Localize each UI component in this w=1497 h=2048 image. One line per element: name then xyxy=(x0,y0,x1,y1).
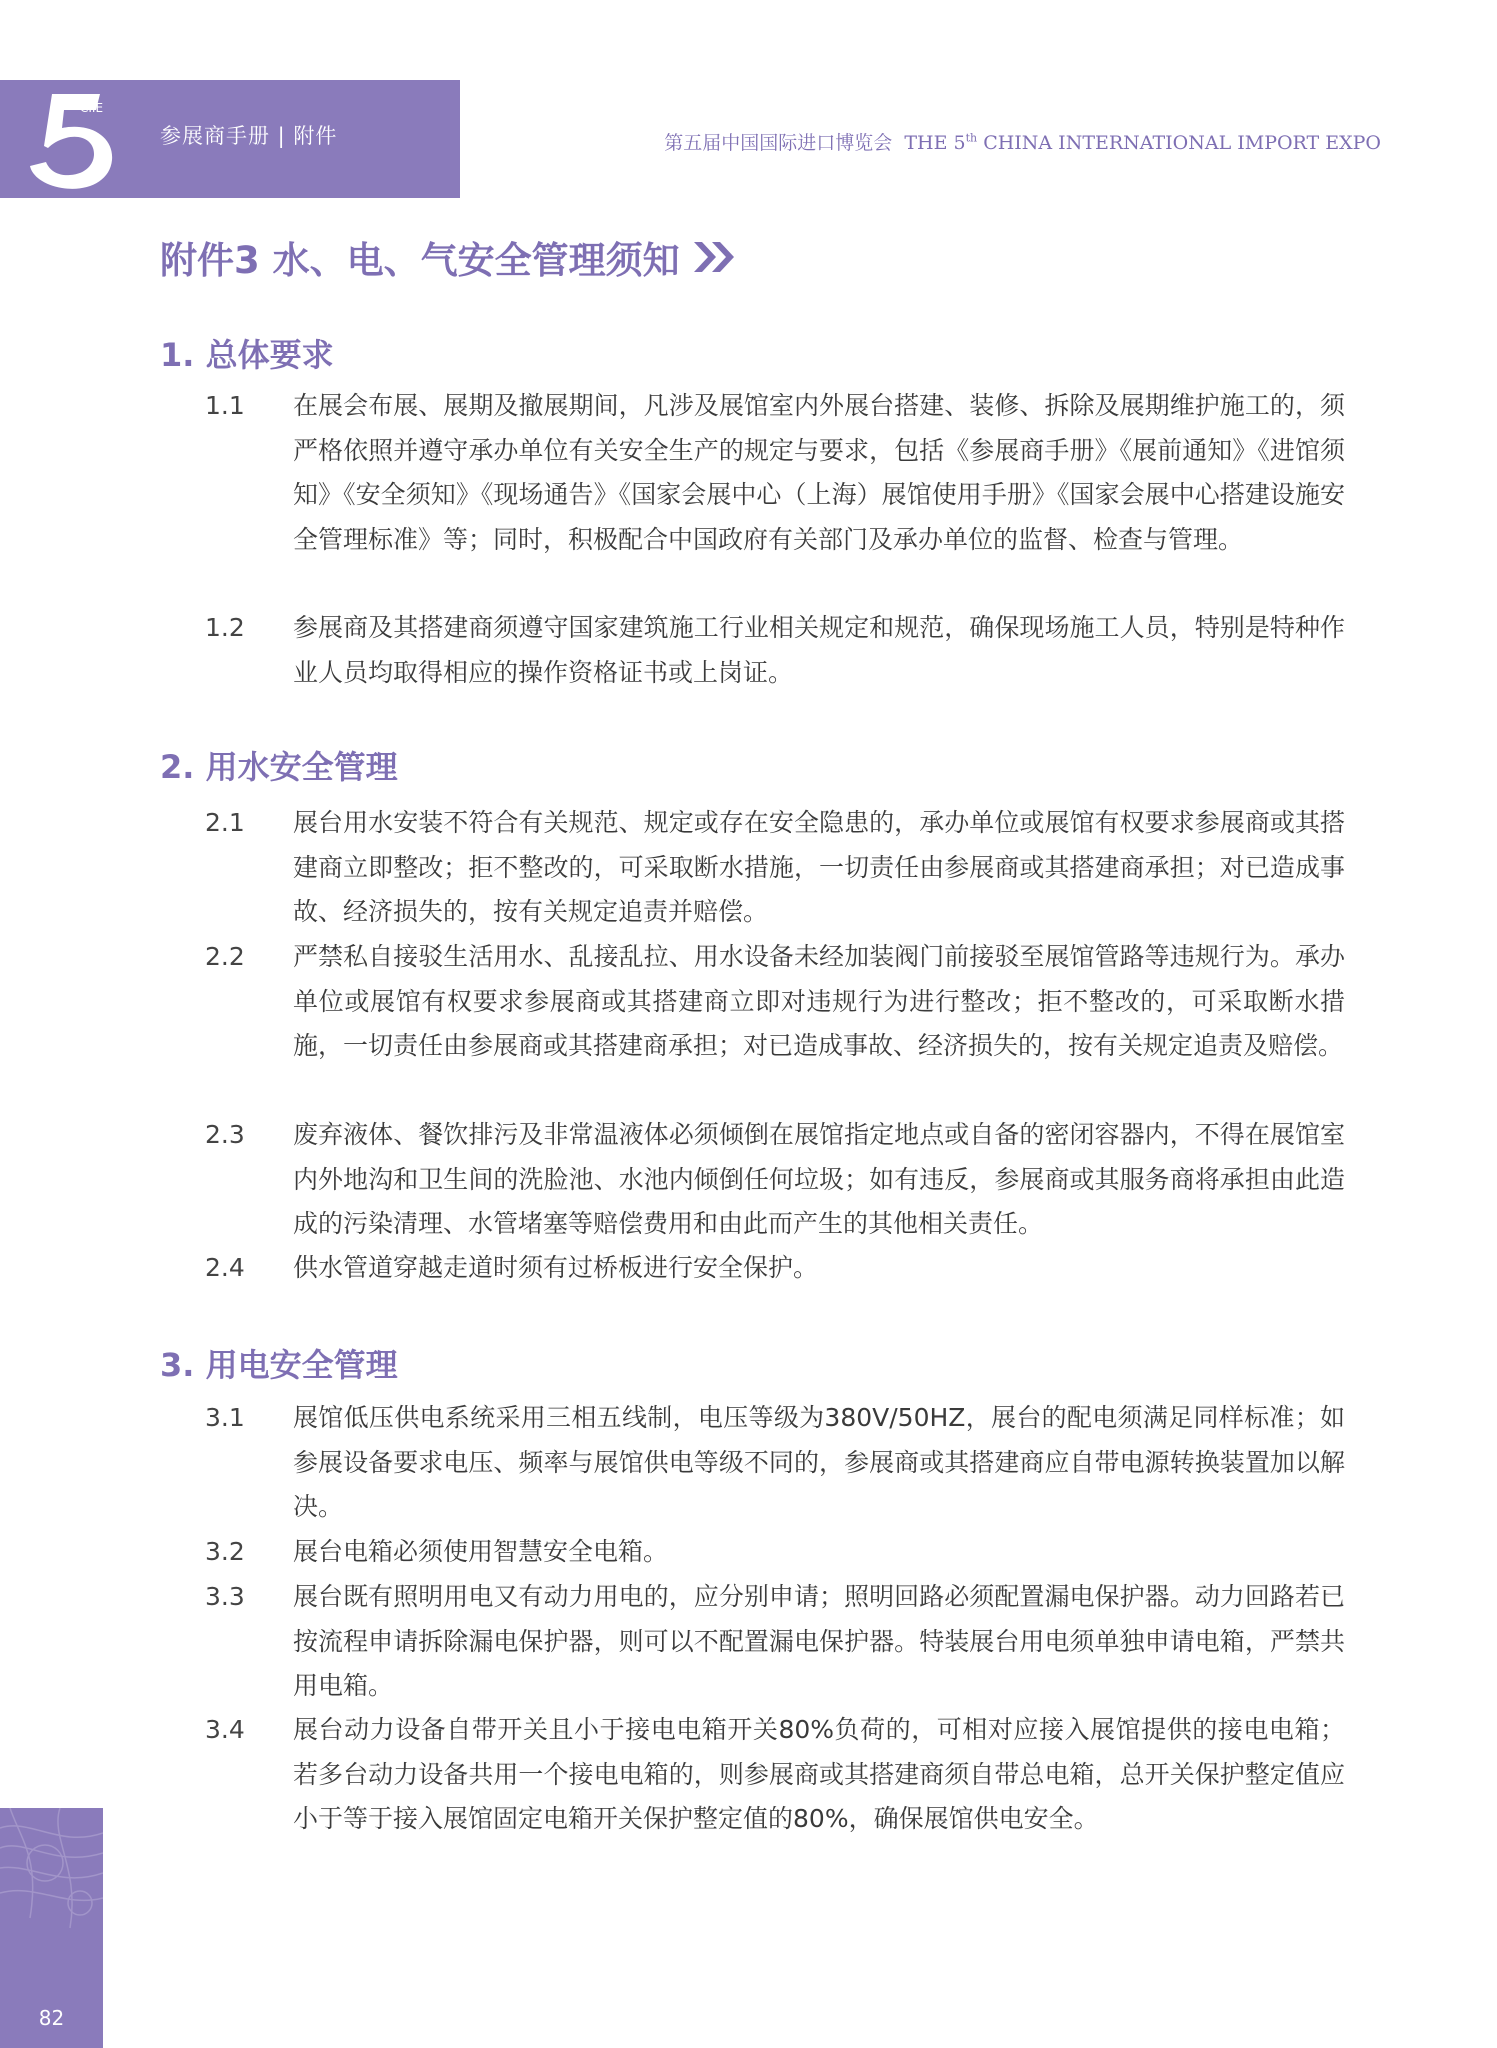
page-title xyxy=(160,230,738,284)
clause-number: 1.1 xyxy=(205,391,245,420)
clause-number: 3.3 xyxy=(205,1582,245,1611)
clause-2-1 xyxy=(205,801,1345,935)
expo-title-en-suffix: CHINA INTERNATIONAL IMPORT EXPO xyxy=(983,132,1381,154)
clause-2-3 xyxy=(205,1113,1345,1247)
clause-text: 废弃液体、餐饮排污及非常温液体必须倾倒在展馆指定地点或自备的密闭容器内，不得在展馆室内外地沟和卫生间的洗脸池、水池内倾倒任何垃圾；如有违反，参展商或其服务商将承担由此造成的污染清理、水管堵塞等赔偿费用和由此而产生的其他相关责任。 xyxy=(293,1120,1345,1238)
clause-3-3 xyxy=(205,1575,1345,1709)
clause-text: 展台电箱必须使用智慧安全电箱。 xyxy=(293,1537,669,1566)
clause-1-1 xyxy=(205,384,1345,562)
page-number: 82 xyxy=(38,2006,65,2030)
clause-text: 展台既有照明用电又有动力用电的，应分别申请；照明回路必须配置漏电保护器。动力回路若已按流程申请拆除漏电保护器，则可以不配置漏电保护器。特装展台用电须单独申请电箱，严禁共用电箱。 xyxy=(293,1582,1345,1700)
clause-number: 2.2 xyxy=(205,942,245,971)
section-heading-water: 2. 用水安全管理 xyxy=(160,748,398,786)
header-band xyxy=(0,80,460,198)
clause-number: 2.4 xyxy=(205,1253,245,1282)
expo-title xyxy=(664,128,1381,155)
clause-text: 展台动力设备自带开关且小于接电电箱开关80%负荷的，可相对应接入展馆提供的接电电箱；若多台动力设备共用一个接电电箱的，则参展商或其搭建商须自带总电箱，总开关保护整定值应小于等于接入展馆固定电箱开关保护整定值的80%，确保展馆供电安全。 xyxy=(293,1715,1345,1833)
ciie-logo xyxy=(22,86,122,192)
clause-number: 3.2 xyxy=(205,1537,245,1566)
clause-text: 展馆低压供电系统采用三相五线制，电压等级为380V/50HZ，展台的配电须满足同样标准；如参展设备要求电压、频率与展馆供电等级不同的，参展商或其搭建商应自带电源转换装置加以解决。 xyxy=(293,1403,1345,1521)
clause-number: 1.2 xyxy=(205,613,245,642)
clause-text: 在展会布展、展期及撤展期间，凡涉及展馆室内外展台搭建、装修、拆除及展期维护施工的，须严格依照并遵守承办单位有关安全生产的规定与要求，包括《参展商手册》《展前通知》《进馆须知》《安全须知》《现场通告》《国家会展中心（上海）展馆使用手册》《国家会展中心搭建设施安全管理标准》等；同时，积极配合中国政府有关部门及承办单位的监督、检查与管理。 xyxy=(293,391,1345,554)
clause-number: 3.4 xyxy=(205,1715,245,1744)
expo-title-cn: 第五届中国国际进口博览会 xyxy=(664,132,893,154)
clause-text: 展台用水安装不符合有关规范、规定或存在安全隐患的，承办单位或展馆有权要求参展商或其搭建商立即整改；拒不整改的，可采取断水措施，一切责任由参展商或其搭建商承担；对已造成事故、经济损失的，按有关规定追责并赔偿。 xyxy=(293,808,1345,926)
logo-text: CIIE xyxy=(80,101,104,115)
clause-3-2 xyxy=(205,1530,1345,1575)
expo-title-en-sup: th xyxy=(965,131,978,145)
page-title-text: 附件3 水、电、气安全管理须知 xyxy=(160,239,680,282)
handbook-label: 参展商手册 | 附件 xyxy=(160,124,338,148)
clause-text: 供水管道穿越走道时须有过桥板进行安全保护。 xyxy=(293,1253,819,1282)
clause-1-2 xyxy=(205,606,1345,695)
clause-text: 参展商及其搭建商须遵守国家建筑施工行业相关规定和规范，确保现场施工人员，特别是特种作业人员均取得相应的操作资格证书或上岗证。 xyxy=(293,613,1345,687)
clause-number: 2.1 xyxy=(205,808,245,837)
section-heading-general: 1. 总体要求 xyxy=(160,336,334,374)
clause-2-4 xyxy=(205,1246,1345,1291)
clause-number: 3.1 xyxy=(205,1403,245,1432)
double-chevron-right-icon xyxy=(692,240,738,274)
expo-title-en-prefix: THE 5 xyxy=(904,132,966,154)
section-heading-electricity: 3. 用电安全管理 xyxy=(160,1346,398,1384)
clause-3-1 xyxy=(205,1396,1345,1530)
clause-number: 2.3 xyxy=(205,1120,245,1149)
clause-text: 严禁私自接驳生活用水、乱接乱拉、用水设备未经加装阀门前接驳至展馆管路等违规行为。承办单位或展馆有权要求参展商或其搭建商立即对违规行为进行整改；拒不整改的，可采取断水措施，一切责任由参展商或其搭建商承担；对已造成事故、经济损失的，按有关规定追责及赔偿。 xyxy=(293,942,1345,1060)
clause-2-2 xyxy=(205,935,1345,1069)
clause-3-4 xyxy=(205,1708,1345,1842)
